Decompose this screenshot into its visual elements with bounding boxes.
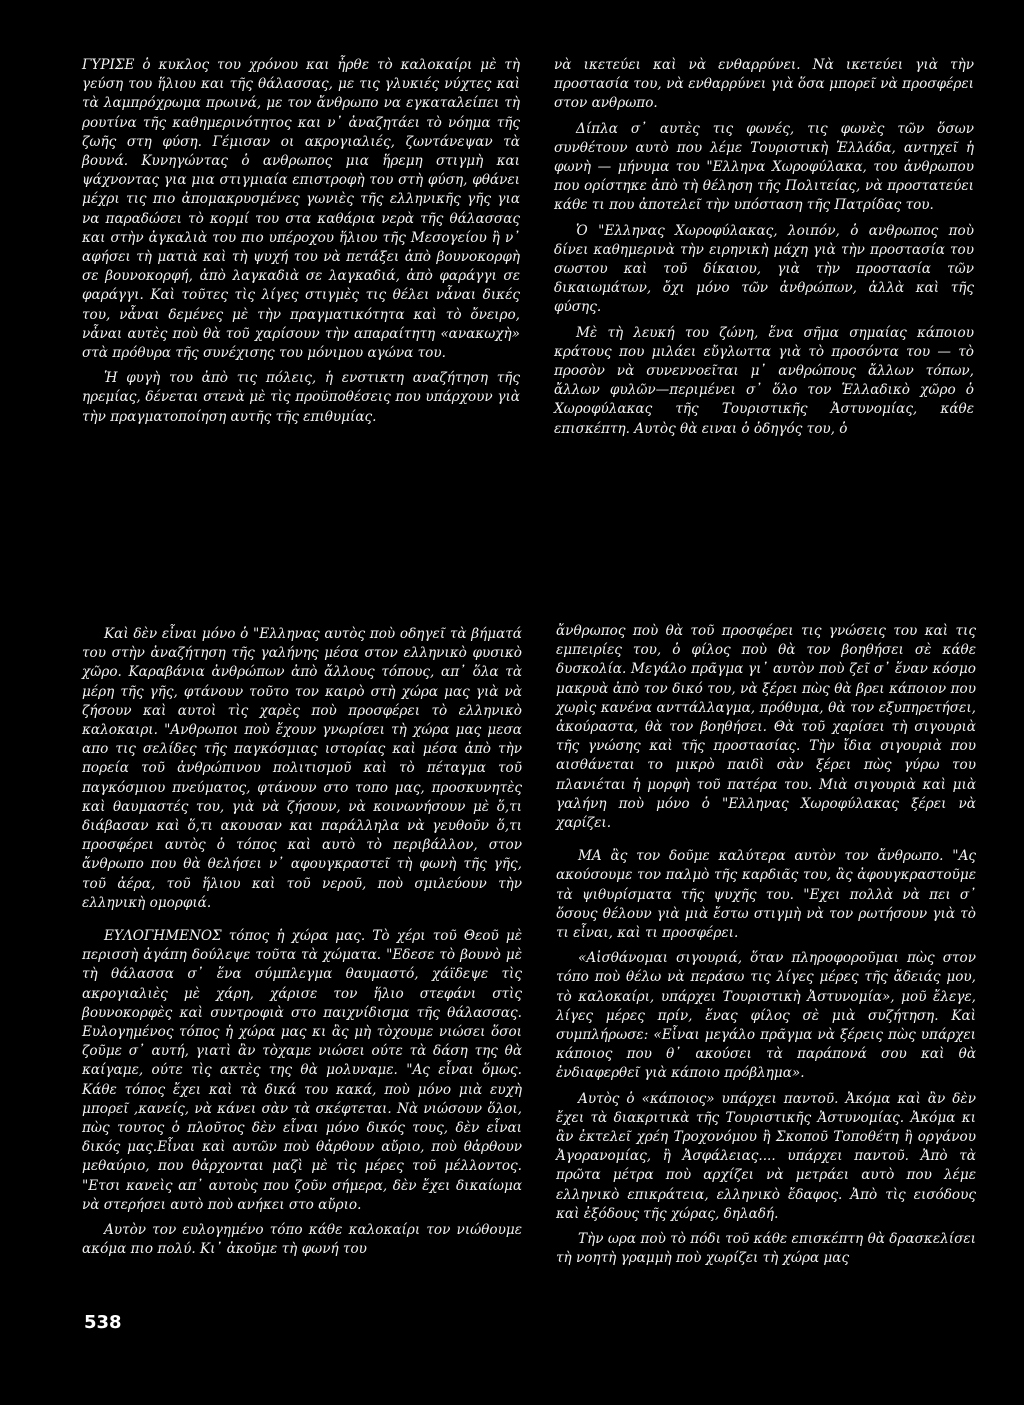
- paragraph: ΜΑ ἂς τον δοῦμε καλύτερα αυτὸν τον ἄνθρωπο. "Ας ακούσουμε τον παλμὸ τῆς καρδιᾶς του, ἂς ἀφουγκραστοῦμε τὰ ψιθυρίσματα τῆς ψυχῆς του. "Εχει πολλὰ νὰ πει σ᾽ ὅσους θέλουν γιὰ μιὰ ἔστω στιγμὴ νὰ τον ρωτήσουν γιὰ τὸ τι εἶναι, καὶ τι προσφέρει.: [556, 848, 976, 942]
- paragraph: Ὁ "Ελληνας Χωροφύλακας, λοιπόν, ὁ ανθρωπος ποὺ δίνει καθημερινὰ τὴν ειρηνικὴ μάχη γιὰ τὴν προστασία του σωστου καὶ τοῦ δίκαιου, γιὰ τὴν προστασία τῶν δικαιωμάτων, ὄχι μόνο τῶν ἀνθρώπων, ἀλλὰ καὶ τῆς φύσης.: [554, 222, 974, 316]
- paragraph: νὰ ικετεύει καὶ νὰ ενθαρρύνει. Νὰ ικετεύει γιὰ τὴν προστασία του, νὰ ενθαρρύνει γιὰ ὅσα μπορεῖ νὰ προσφέρει στον ανθρωπο.: [554, 57, 974, 112]
- paragraph: ΕΥΛΟΓΗΜΕΝΟΣ τόπος ἡ χώρα μας. Τὸ χέρι τοῦ Θεοῦ μὲ περισσὴ ἀγάπη δούλεψε τοῦτα τὰ χώματα. "Εδεσε τὸ βουνὸ μὲ τὴ θάλασσα σ᾽ ἕνα σύμπλεγμα θαυμαστό, χάϊδεψε τὶς ακρογιαλιὲς μὲ χάρη, χάρισε τον ἥλιο στεφάνι στὶς βουνοκορφὲς καὶ συντροφιὰ στο παιχνίδισμα τῆς θάλασσας. Ευλογημένος τόπος ἡ χώρα μας κι ἂς μὴ τὸχουμε νιώσει ὅσοι ζοῦμε σ᾽ αυτή, γιατὶ ἂν τὸχαμε νιώσει ούτε τὰ δάση της θὰ καίγαμε, ούτε τὶς ακτὲς της θὰ μολυναμε. "Ας εἶναι ὅμως. Κάθε τόπος ἔχει καὶ τὰ δικά του κακά, ποὺ μόνο μιὰ ευχὴ μπορεῖ ,κανείς, νὰ κάνει σὰν τὰ σκέφτεται. Νὰ νιώσουν ὅλοι, πὼς τουτος ὁ πλοῦτος δὲν εἶναι μόνο δικός τους, δὲν εἶναι δικός μας.Εἶναι καὶ αυτῶν ποὺ θἀρθουν αὔριο, ποὺ θἀρθουν μεθαύριο, που θἀρχονται μαζὶ μὲ τὶς μέρες τοῦ μέλλοντος. "Ετσι κανεὶς απ᾽ αυτοὺς που ζοῦν σήμερα, δὲν ἔχει δικαίωμα νὰ στερήσει αυτὸ ποὺ ανήκει στο αὔριο.: [82, 928, 522, 1213]
- paragraph: Αυτὸς ὁ «κάποιος» υπάρχει παντοῦ. Ἀκόμα καὶ ἂν δὲν ἔχει τὰ διακριτικὰ τῆς Τουριστικῆς Ἀστυνομίας. Ἀκόμα κι ἂν ἐκτελεῖ χρέη Τροχονόμου ἢ Σκοποῦ Τοποθέτη ἢ οργάνου Ἀγορανομίας, ἢ Ἀσφάλειας.... υπάρχει παντοῦ. Ἀπὸ τὰ πρῶτα μέτρα ποὺ αρχίζει νὰ μετράει αυτὸ που λέμε ελληνικὸ επικράτεια, ελληνικὸ ἔδαφος. Ἀπὸ τὶς εισόδους καὶ ἐξόδους τῆς χώρας, δηλαδή.: [556, 1090, 976, 1222]
- paragraph: Καὶ δὲν εἶναι μόνο ὁ "Ελληνας αυτὸς ποὺ οδηγεῖ τὰ βήματά του στὴν ἀναζήτηση τῆς γαλήνης μέσα στον ελληνικὸ φυσικὸ χῶρο. Καραβάνια ἀνθρώπων ἀπὸ ἄλλους τόπους, απ᾽ ὅλα τὰ μέρη τῆς γῆς, φτάνουν τοῦτο τον καιρὸ στὴ χώρα μας γιὰ νὰ ζήσουν καὶ αυτοὶ τὶς χαρὲς ποὺ προσφέρει τὸ ελληνικὸ καλοκαιρι. "Ανθρωποι ποὺ ἔχουν γνωρίσει τὴ χώρα μας μεσα απο τις σελίδες τῆς παγκόσμιας ιστορίας καὶ μέσα ἀπὸ τὴν πορεία τοῦ ἀνθρώπινου πολιτισμοῦ καὶ τὸ πέταγμα τοῦ παγκόσμιου πνεύματος, φτάνουν στο τοπο μας, προσκυνητὲς καὶ θαυμαστές του, γιὰ νὰ ζήσουν, νὰ κοινωνήσουν μὲ ὅ,τι διάβασαν καὶ ὅ,τι ακουσαν και παράλληλα νὰ γευθοῦν ὅ,τι προσφέρει αυτὸς ὁ τόπος καὶ αυτὸ τὸ περιβάλλον, στον ἄνθρωπο που θὰ θελήσει ν᾽ αφουγκραστεῖ τὴ φωνὴ τῆς γῆς, τοῦ ἀέρα, τοῦ ἥλιου καὶ τοῦ νεροῦ, ποὺ σμιλεύουν τὴν ελληνικὴ ομορφιά.: [82, 626, 522, 911]
- paragraph: ἄνθρωπος ποὺ θὰ τοῦ προσφέρει τις γνώσεις του καὶ τις εμπειρίες του, ὁ φίλος ποὺ θὰ τον βοηθήσει σὲ κάθε δυσκολία. Μεγάλο πρᾶγμα γι᾽ αυτὸν ποὺ ζεῖ σ᾽ ἕναν κόσμο μακρυὰ ἀπὸ τον δικό του, νὰ ξέρει πὼς θὰ βρει κάποιον που χωρὶς κανένα ανττάλλαγμα, πρόθυμα, θὰ τον εξυπηρετήσει, ἀκούραστα, θὰ τον βοηθήσει. Θὰ τοῦ χαρίσει τὴ σιγουριὰ τῆς γνώσης καὶ τῆς προστασίας. Τὴν ἴδια σιγουριὰ που αισθάνεται το μικρὸ παιδὶ σὰν ξέρει πὼς γύρω του πλανιέται ἡ μορφὴ τοῦ πατέρα του. Μιὰ σιγουριὰ καὶ μιὰ γαλήνη ποὺ μόνο ὁ "Ελληνας Χωροφύλακας ξέρει νὰ χαρίζει.: [556, 623, 976, 832]
- paragraph: Αυτὸν τον ευλογημένο τόπο κάθε καλοκαίρι τον νιώθουμε ακόμα πιο πολύ. Κι᾽ ἀκοῦμε τὴ φωνή του: [82, 1222, 522, 1258]
- page-number: 538: [84, 1312, 122, 1333]
- paragraph: Ἡ φυγὴ του ἀπὸ τις πόλεις, ἡ ενστικτη αναζήτηση τῆς ηρεμίας, δένεται στενὰ μὲ τὶς προϋποθέσεις που υπάρχουν γιὰ τὴν πραγματοποίηση αυτῆς τῆς επιθυμίας.: [82, 370, 520, 425]
- paragraph: «Αἰσθάνομαι σιγουριά, ὅταν πληροφοροῦμαι πὼς στον τόπο ποὺ θέλω νὰ περάσω τις λίγες μέρες τῆς ἄδειάς μου, τὸ καλοκαίρι, υπάρχει Τουριστικὴ Ἀστυνομία», μοῦ ἔλεγε, λίγες μέρες πρίν, ἕνας φίλος σὲ μιὰ συζήτηση. Καὶ συμπλήρωσε: «Εἶναι μεγάλο πρᾶγμα νὰ ξέρεις πὼς υπάρχει κάποιος που θ᾽ ακούσει τὰ παράπονά σου καὶ θὰ ἐνδιαφερθεῖ γιὰ κάποιο πρόβλημα».: [556, 950, 976, 1082]
- paragraph: Δίπλα σ᾽ αυτὲς τις φωνές, τις φωνὲς τῶν ὅσων συνθέτουν αυτὸ που λέμε Τουριστικὴ Ἑλλάδα, αντηχεῖ ἡ φωνὴ — μήνυμα του "Ελληνα Χωροφύλακα, του ἀνθρωπου που ορίστηκε ἀπὸ τὴ θέληση τῆς Πολιτείας, νὰ προστατεύει κάθε τι που ἀποτελεῖ τὴν υπόσταση τῆς Πατρίδας του.: [554, 120, 974, 214]
- paragraph: Τὴν ωρα ποὺ τὸ πόδι τοῦ κάθε επισκέπτη θὰ δρασκελίσει τὴ νοητὴ γραμμὴ ποὺ χωρίζει τὴ χώρα μας: [556, 1231, 976, 1267]
- paragraph: Μὲ τὴ λευκή του ζώνη, ἕνα σῆμα σημαίας κάποιου κράτους που μιλάει εὔγλωττα γιὰ τὸ προσόντα του — τὸ προσὸν νὰ συνεννοεῖται μ᾽ ανθρώπους ἄλλων τόπων, ἄλλων φυλῶν—περιμένει σ᾽ ὅλο τον Ἑλλαδικὸ χῶρο ὁ Χωροφύλακας τῆς Τουριστικῆς Ἀστυνομίας, κάθε επισκέπτη. Αυτὸς θὰ ειναι ὁ ὁδηγός του, ὁ: [554, 324, 974, 437]
- article-column-top-left: [82, 56, 520, 433]
- article-column-top-right: [554, 56, 974, 445]
- article-column-bottom-left: [82, 625, 522, 1266]
- paragraph: ΓΥΡΙΣΕ ὁ κυκλος του χρόνου και ἦρθε τὸ καλοκαίρι μὲ τὴ γεύση του ἥλιου και τῆς θάλασσας, με τις γλυκιές νύχτες καὶ τὰ λαμπρόχρωμα πρωινά, με τον ἄνθρωπο να εγκαταλείπει τὴ ρουτίνα τῆς καθημερινότητος και ν᾽ ἀναζητάει τὸ νόημα τῆς ζωῆς στη φύση. Γέμισαν οι ακρογιαλιές, ζωντάνεψαν τὰ βουνά. Κυνηγώντας ὁ ανθρωπος μια ἥρεμη στιγμὴ και ψάχνοντας για μια στιγμιαία επιστροφὴ του στὴ φύση, φθάνει μέχρι τις πιο ἀπομακρυσμένες γωνιὲς τῆς ελληνικῆς γῆς για να παραδώσει τὸ κορμί του στα καθάρια νερὰ τῆς θάλασσας και στὴν ἀγκαλιὰ του πιο υπέροχου ἥλιου τῆς Μεσογείου ἢ ν᾽ αφήσει τὴ ματιὰ καὶ τὴ ψυχή του νὰ πετάξει ἀπὸ βουνοκορφὴ σε βουνοκορφή, ἀπὸ λαγκαδιὰ σε λαγκαδιά, ἀπὸ φαράγγι σε φαράγγι. Καὶ τοῦτες τὶς λίγες στιγμὲς τις θέλει νἆναι δικές του, νἆναι δεμένες μὲ τὴν πραγματικότητα καὶ τὸ ὄνειρο, νἆναι αυτὲς ποὺ θὰ τοῦ χαρίσουν τὴν απαραίτητη «ανακωχὴ» στὰ πρόθυρα τῆς συνέχισης του μόνιμου αγώνα του.: [82, 57, 520, 362]
- article-column-bottom-right: [556, 622, 976, 1275]
